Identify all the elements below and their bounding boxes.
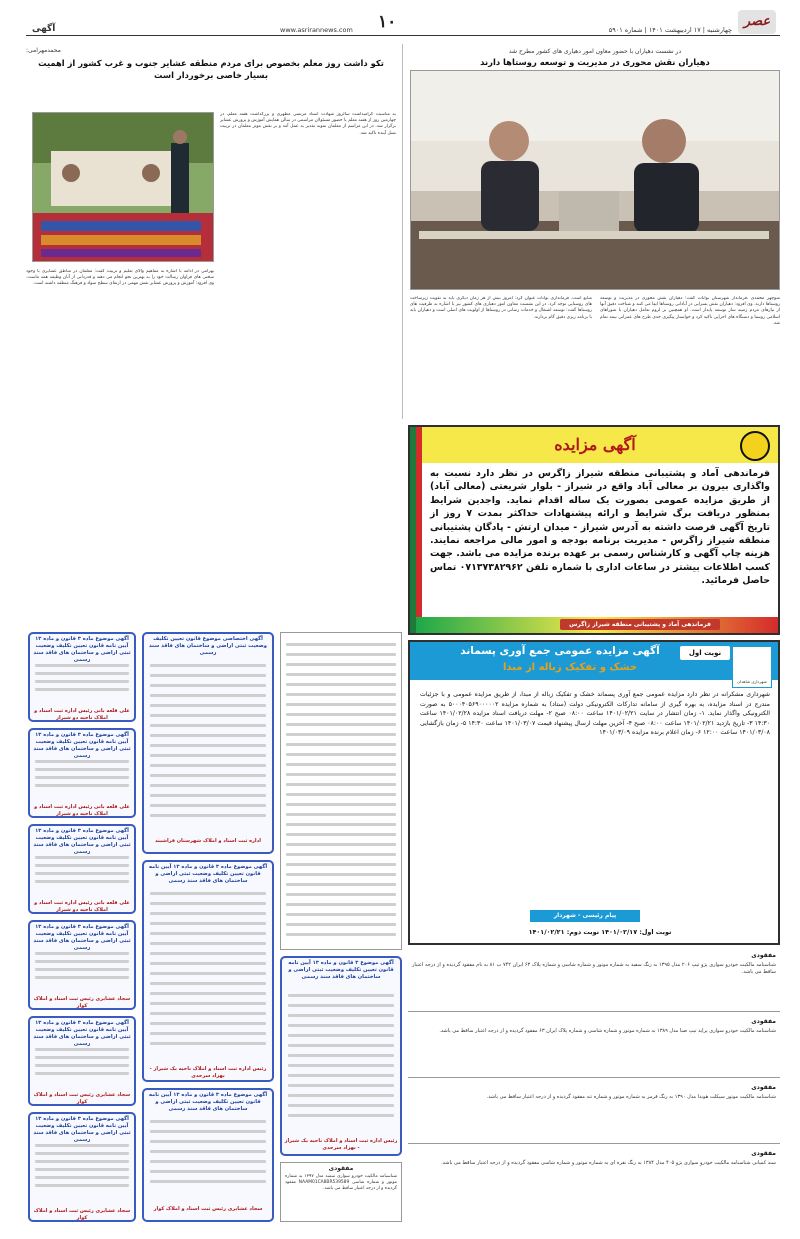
lost-notice <box>280 1162 402 1222</box>
notice-box <box>28 920 136 1010</box>
article-body-col1: به مناسبت گرامیداشت سالروز شهادت استاد مرتضی مطهری و بزرگداشت هفته معلم، در چهارمین روز از هفته معلم با حضور مسئولان مراسمی در سالن همایش آموزش و پرورش عشایر برگزار شد. در این مراسم از معلمان نمونه تقدیر به عمل آمد و بر نقش موثر معلمان در تربیت نسل آینده تاکید شد. <box>220 112 396 136</box>
section-title: آگهی <box>32 24 56 34</box>
column-divider <box>402 44 403 419</box>
notice-box <box>28 1112 136 1222</box>
notice-sign: سجاد عشایری رئیس ثبت اسناد و املاک کوار <box>33 996 131 1009</box>
lost-title: مفقودی <box>328 1165 354 1172</box>
lost-body: شناسنامه مالکیت خودرو سواری پراید تیپ صبا مدل ۱۳۸۹ به شماره موتور و شماره شاسی و شماره پلاک ایران ۶۳ مفقود گردیده و از درجه اعتبار ساقط می باشد. <box>439 1028 776 1034</box>
notice-sign: اداره ثبت اسناد و املاک شهرستان فراشبند <box>155 838 261 844</box>
ad-sign: پیام رئیسی - شهردار <box>530 910 640 922</box>
notice-box <box>28 728 136 818</box>
notice-sign: رئیس اداره ثبت اسناد و املاک ناحیه یک شیراز - بهزاد سرحدی <box>149 1066 267 1079</box>
page-header <box>26 8 780 36</box>
notice-box <box>142 1088 274 1222</box>
notice-box <box>28 1016 136 1106</box>
ceremony-photo <box>32 112 214 262</box>
ad-side-stripe <box>416 427 422 633</box>
notice-title: آگهی موضوع ۳ قانون و ماده ۱۳ آیین نامه قانون تعیین تکلیف وضعیت ثبتی اراضی و ساختمان های فاقد سند رسمی <box>288 960 394 980</box>
notice-sign: علی قلعه بانی رئیس اداره ثبت اسناد و املاک ناحیه دو شیراز <box>34 804 130 817</box>
article-kicker: در نشست دهیاران با حضور معاون امور دهیاری های کشور مطرح شد <box>508 48 682 55</box>
notice-sign: رئیس اداره ثبت اسناد و املاک ناحیه یک شیراز - بهزاد سرحدی <box>284 1138 398 1151</box>
notice-sign: سجاد عشایری رئیس ثبت اسناد و املاک کوار <box>153 1206 263 1212</box>
ad-body: فرماندهی آماد و پشتیبانی منطقه شیراز زاگرس در نظر دارد نسبت به واگذاری بیرون بر معالی آباد واقع در شیراز - بلوار شریعتی (معالی آباد) از طریق مزایده عمومی بصورت یک ساله اقدام نماید. واجدین شرایط بمنظور دریافت برگ شرایط و ارائه پیشنهادات حداکثر بمدت ۷ روز از تاریخ آگهی فرصت داشته به آدرس شیراز - میدان ارتش - پادگان پشتیبانی منطقه شیراز زاگرس - مدیریت برنامه بودجه و امور مالی مراجعه نمایند. هزینه چاپ آگهی و کارشناس رسمی بر عهده برنده مزایده می باشد. جهت کسب اطلاعات بیشتر در ساعات اداری با شماره تلفن ۰۷۱۳۷۳۸۲۹۶۲ تماس حاصل فرمائید. <box>430 468 770 587</box>
lost-body: سند کمپانی شناسنامه مالکیت خودرو سواری پژو ۴۰۵ مدل ۱۳۸۴ به رنگ نقره ای به شماره موتور و شماره شاسی مفقود گردیده و از درجه اعتبار ساقط می باشد. <box>441 1160 776 1166</box>
lost-notice <box>408 950 780 1012</box>
ad-badge: نوبت اول <box>680 646 730 660</box>
notice-box <box>142 632 274 854</box>
notice-title: آگهی موضوع ماده ۳ قانون و ماده ۱۳ آیین نامه قانون تعیین تکلیف وضعیت ثبتی اراضی و ساختمان های فاقد سند رسمی <box>33 1020 131 1047</box>
notice-box <box>28 824 136 914</box>
article-body-col2: منابع است. فرمانداری بوانات عنوان کرد: امروز بیش از هر زمان دیگری باید به تقویت زیرساخت های روستایی توجه کرد. در این نشست معاون امور دهیاری های کشور نیز با اشاره به ظرفیت های روستاها گفت: توسعه اشتغال و خدمات رسانی در روستاها از اولویت های اصلی است و دهیاران باید با برنامه ریزی دقیق گام بردارند. <box>410 296 592 320</box>
article-right <box>410 44 780 424</box>
article-kicker <box>26 47 396 55</box>
article-body-col1: منوچهر محمدی ،فرماندار شهرستان بوانات گفت: دهیاران نقش محوری در مدیریت و توسعه روستاها دارند. وی افزود: دهیاران نقش بسزایی در آبادانی روستاها ایفا می کنند و شناخت دقیق آنها از نیازهای مردم زمینه ساز توسعه پایدار است. او همچنین بر لزوم تعامل دهیاران با شوراهای اسلامی روستا و دستگاه های اجرایی تاکید کرد و خواستار پیگیری جدی طرح های عمرانی نیمه تمام شد. <box>600 296 780 326</box>
notices-left <box>28 632 136 1228</box>
article-title: تکو داشت روز معلم بخصوص برای مردم منطقه عشایر جنوب و غرب کشور از اهمیت بسیار خاصی برخوردار است <box>38 58 384 80</box>
lost-body: شناسنامه مالکیت خودرو سواری سمند مدل ۱۳۹۷ به شماره موتور و شماره شاسی NAAM01CA8BR539589 مفقود گردیده و از درجه اعتبار ساقط می باشد. <box>285 1174 398 1192</box>
notice-title: آگهی موضوع ماده ۳ قانون و ماده ۱۳ آیین نامه قانون تعیین تکلیف وضعیت ثبتی اراضی و ساختمان های فاقد سند رسمی <box>148 864 268 884</box>
notice-title: آگهی موضوع ماده ۳ قانون و ماده ۱۳ آیین نامه قانون تعیین تکلیف وضعیت ثبتی اراضی و ساختمان های فاقد سند رسمی <box>148 1092 268 1112</box>
notice-title: آگهی موضوع ماده ۳ قانون و ماده ۱۳ آیین نامه قانون تعیین تکلیف وضعیت ثبتی اراضی و ساختمان های فاقد سند رسمی <box>33 1116 131 1143</box>
lost-title: مفقودی <box>751 952 776 959</box>
lost-notice <box>408 1016 780 1078</box>
lost-title: مفقودی <box>751 1018 776 1025</box>
ad-title: آگهی مزایده <box>554 435 636 454</box>
lost-notice <box>408 1148 780 1224</box>
zagros-emblem-icon <box>740 431 770 461</box>
ad-subtitle: خشک و تفکیک زباله از مبدا <box>502 662 638 673</box>
ad-body: شهرداری مشکرانه در نظر دارد مزایده عمومی جمع آوری پسماند خشک و تفکیک زباله از مبدا، از طریق مزایده عمومی و با جزئیات مندرج در اسناد مزایده، به بهره گیری از سامانه تدارکات الکترونیکی دولت (ستاد) به شماره مزایده ۵۰۰۰۴۰۵۶۹۰۰۰۰۰۲ به صورت الکترونیکی واگذار نماید. ۱- زمان انتشار در سایت ۱۴۰۱/۰۲/۲۱ ساعت ۰۸:۰۰ صبح ۲- مهلت دریافت اسناد مزایده ۱۴۰۱/۰۲/۲۸ ساعت ۱۴:۳۰ ۳- تاریخ بازدید ۱۴۰۱/۰۲/۲۱ ساعت ۰۸:۰۰ صبح ۴- آخرین مهلت ارسال پیشنهاد قیمت ۱۴۰۱/۰۳/۰۷ ساعت ۱۴:۳۰ ۵- زمان بازگشایی ۱۴۰۱/۰۳/۰۸ ساعت ۱۲:۰۰ ۶- زمان اعلام برنده مزایده ۱۴۰۱/۰۳/۰۹ <box>420 691 770 737</box>
date-line: چهارشنبه | ۱۷ اردیبهشت ۱۴۰۱ | شماره ۵۹۰۱ <box>608 26 732 34</box>
notice-title: آگهی اختصاصی موضوع قانون تعیین تکلیف وضعیت ثبتی اراضی و ساختمان های فاقد سند رسمی <box>149 636 267 656</box>
article-body-col2: بهرامی در ادامه با اشاره به مفاهیم والای تعلیم و تربیت گفت: معلمان در مناطق عشایری با وجود سختی های فراوان رسالت خود را به بهترین نحو انجام می دهند و قدردانی از آنان وظیفه همه ماست. وی افزود: آموزش و پرورش عشایر نقش مهمی در ارتقای سطح سواد و فرهنگ منطقه داشته است. <box>26 269 214 287</box>
notice-box <box>28 632 136 722</box>
lost-title: مفقودی <box>751 1084 776 1091</box>
ad-title: آگهی مزایده عمومی جمع آوری پسماند <box>460 645 660 657</box>
notice-sign: علی قلعه بانی رئیس اداره ثبت اسناد و املاک ناحیه دو شیراز <box>34 900 130 913</box>
article-title: دهیاران نقش محوری در مدیریت و توسعه روستاها دارند <box>480 57 710 67</box>
ad-tender <box>408 640 780 945</box>
notices-mid <box>142 632 274 1228</box>
lost-body: شناسنامه مالکیت خودرو سواری پژو تیپ ۲۰۶ مدل ۱۳۹۵ به رنگ سفید به شماره موتور و شماره شاسی و شماره پلاک ۶۳ ایران ۷۴۲ ب ۸۱ به نام مفقود گردیده و از درجه اعتبار ساقط می باشد. <box>412 962 777 975</box>
ceremony-photo-image <box>32 113 213 262</box>
page-number: ۱۰ <box>378 12 397 32</box>
notice-sign: علی قلعه بانی رئیس اداره ثبت اسناد و املاک ناحیه دو شیراز <box>34 708 130 721</box>
notice-box <box>142 860 274 1082</box>
notice-title: آگهی موضوع ماده ۳ قانون و ماده ۱۳ آیین نامه قانون تعیین تکلیف وضعیت ثبتی اراضی و ساختمان های فاقد سند رسمی <box>33 828 131 855</box>
notice-box <box>280 632 402 950</box>
lost-notices <box>408 950 780 1228</box>
newspaper-logo: عصر <box>738 10 776 34</box>
logo-caption: شهرداری شاهدان <box>737 679 767 684</box>
ad-dates: نوبت اول: ۱۴۰۱/۰۲/۱۷ نوبت دوم: ۱۴۰۱/۰۲/۲۱ <box>528 928 672 936</box>
lost-body: شناسنامه مالکیت موتور سیکلت هوندا مدل ۱۳۹۰ به رنگ قرمز به شماره موتور و شماره تنه مفقود گردیده و از درجه اعتبار ساقط می باشد. <box>486 1094 776 1100</box>
lost-notice <box>408 1082 780 1144</box>
meeting-photo <box>410 70 780 290</box>
lost-title: مفقودی <box>751 1150 776 1157</box>
site-url: www.asrirannews.com <box>280 26 353 34</box>
notice-title: آگهی موضوع ماده ۳ قانون و ماده ۱۳ آیین نامه قانون تعیین تکلیف وضعیت ثبتی اراضی و ساختمان های فاقد سند رسمی <box>33 732 131 759</box>
ad-zagros <box>408 425 780 635</box>
notice-title: آگهی موضوع ماده ۳ قانون و ماده ۱۳ آیین نامه قانون تعیین تکلیف وضعیت ثبتی اراضی و ساختمان های فاقد سند رسمی <box>33 924 131 951</box>
ad-footer: فرماندهی آماد و پشتیبانی منطقه شیراز زاگرس <box>560 619 720 630</box>
notice-sign: سجاد عشایری رئیس ثبت اسناد و املاک کوار <box>33 1092 131 1105</box>
notice-title: آگهی موضوع ماده ۳ قانون و ماده ۱۳ آیین نامه قانون تعیین تکلیف وضعیت ثبتی اراضی و ساختمان های فاقد سند رسمی <box>33 636 131 663</box>
article-kicker-text: محمدمهرامی: <box>26 47 61 54</box>
municipality-logo-icon <box>732 646 772 688</box>
article-left <box>26 44 396 684</box>
notice-sign: سجاد عشایری رئیس ثبت اسناد و املاک کوار <box>33 1208 131 1221</box>
notices-center <box>280 632 402 1228</box>
notice-box <box>280 956 402 1156</box>
meeting-photo-image <box>410 71 779 290</box>
